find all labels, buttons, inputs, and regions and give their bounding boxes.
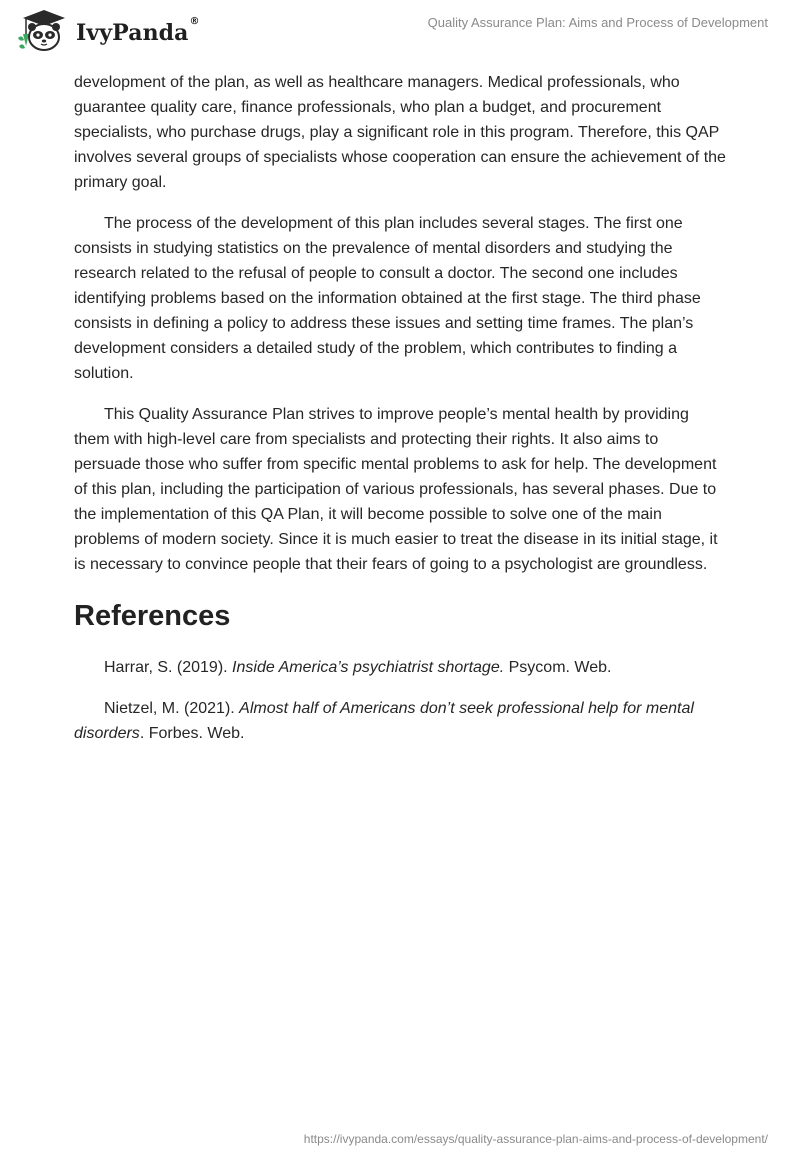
ivypanda-logo[interactable]: [14, 8, 200, 54]
reference-title: Almost half of Americans don’t seek professional help for mental disorders: [74, 700, 694, 742]
page-header: [0, 0, 800, 60]
reference-title: Inside America’s psychiatrist shortage.: [232, 659, 505, 676]
reference-entry: [74, 655, 728, 680]
registered-mark: ®: [189, 15, 200, 27]
source-url[interactable]: https://ivypanda.com/essays/quality-assurance-plan-aims-and-process-of-development/: [303, 1132, 768, 1146]
reference-prefix: Nietzel, M. (2021).: [104, 700, 240, 717]
running-title: Quality Assurance Plan: Aims and Process of Development: [427, 15, 768, 30]
logo-wordmark: IvyPanda: [76, 20, 189, 46]
reference-entry: [74, 696, 728, 746]
reference-suffix: Psycom. Web.: [504, 659, 612, 676]
body-paragraph: This Quality Assurance Plan strives to improve people’s mental health by providing them with high-level care from specialists and protecting their rights. It also aims to persuade those who suffer from specific mental problems to ask for help. The development of this plan, including the participation of various professionals, has several phases. Due to the implementation of this QA Plan, it will become possible to solve one of the main problems of modern society. Since it is much easier to treat the disease in its initial stage, it is necessary to convince people that their fears of going to a psychologist are groundless.: [74, 406, 718, 573]
references-heading: References: [74, 600, 231, 632]
reference-suffix: . Forbes. Web.: [139, 725, 245, 742]
body-paragraph: development of the plan, as well as healthcare managers. Medical professionals, who guarantee quality care, finance professionals, who plan a budget, and procurement specialists, who purchase drugs, play a significant role in this program. Therefore, this QAP involves several groups of specialists whose cooperation can ensure the achievement of the primary goal.: [74, 74, 726, 191]
document-body: [74, 70, 728, 762]
body-paragraph: The process of the development of this plan includes several stages. The first one consists in studying statistics on the prevalence of mental disorders and studying the research related to the refusal of people to consult a doctor. The second one includes identifying problems based on the information obtained at the first stage. The third phase consists in defining a policy to address these issues and setting time frames. The plan’s development considers a detailed study of the problem, which contributes to finding a solution.: [74, 215, 701, 382]
reference-prefix: Harrar, S. (2019).: [104, 659, 233, 676]
panda-graduate-icon: [14, 8, 72, 54]
